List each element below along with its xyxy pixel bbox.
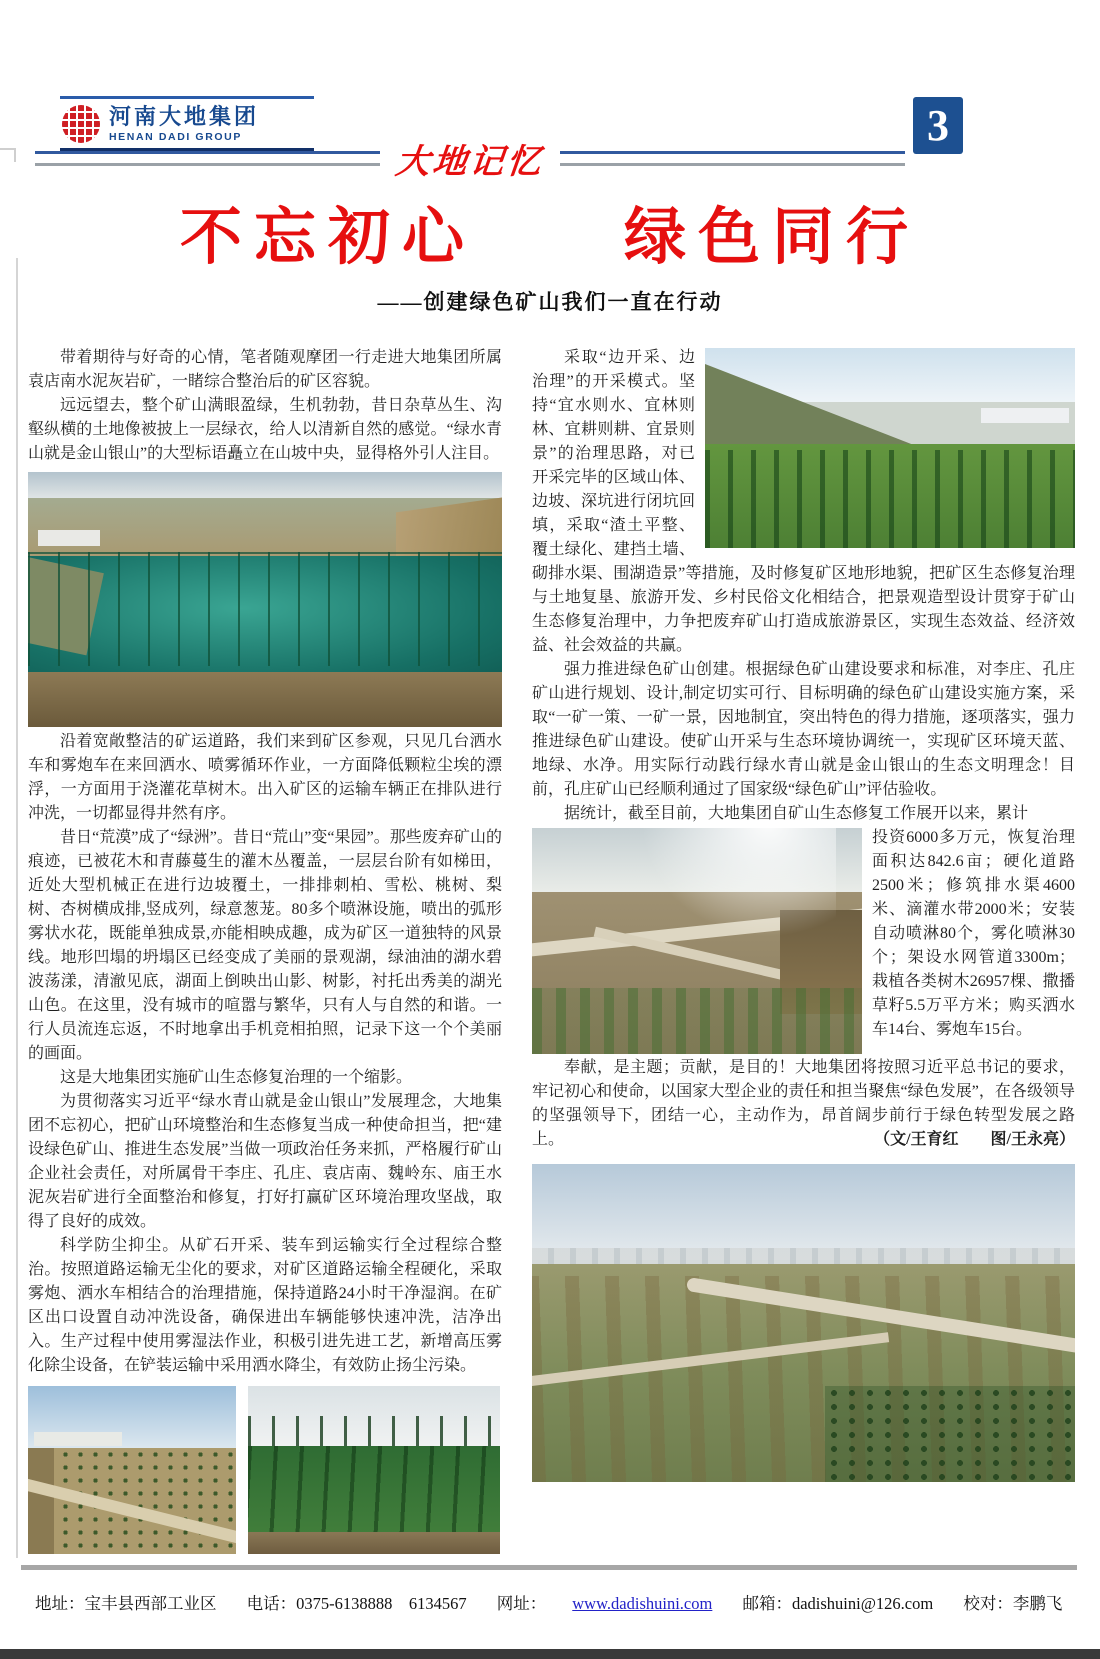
article-right-column xyxy=(532,346,1075,1482)
photo-mine-area-panorama xyxy=(532,1164,1075,1482)
footer-proofreader: 校对：李鹏飞 xyxy=(963,1594,1063,1613)
article-subheadline: ——创建绿色矿山我们一直在行动 xyxy=(377,290,723,314)
paragraph: 据统计，截至目前，大地集团自矿山生态修复工作展开以来，累计 xyxy=(564,805,1029,822)
paragraph: 沿着宽敞整洁的矿运道路，我们来到矿区参观，只见几台洒水车和雾炮车在来回洒水、喷雾循环作业，一方面降低颗粒尘埃的漂浮，一方面用于浇灌花草树木。出入矿区的运输车辆正在排队进行冲洗，一切都显得井然有序。 xyxy=(28,733,502,822)
article-left-column xyxy=(28,346,502,1554)
photo-layer-tree-rows xyxy=(705,450,1075,548)
photo-layer-building xyxy=(981,408,1069,423)
photo-layer-slope-texture xyxy=(248,1446,500,1534)
photo-layer-fence xyxy=(28,552,502,666)
photo-layer-sun-glare xyxy=(624,828,835,952)
photo-green-slope-poplars xyxy=(248,1386,500,1554)
website-link[interactable]: www.dadishuini.com xyxy=(572,1594,713,1613)
photo-quarry-lake xyxy=(28,472,502,727)
photo-layer-shrubs xyxy=(825,1386,1075,1482)
paragraph: 这是大地集团实施矿山生态修复治理的一个缩影。 xyxy=(60,1069,413,1086)
photo-layer-tree-field xyxy=(28,1448,236,1554)
photo-layer-distant-city xyxy=(532,1248,1075,1264)
footer-email: 邮箱：dadishuini@126.com xyxy=(742,1594,934,1613)
photo-layer-sky xyxy=(28,472,502,498)
page-edge-notch xyxy=(0,148,16,162)
page-bottom-bar xyxy=(0,1649,1100,1659)
photo-layer-building xyxy=(34,1432,122,1446)
paragraph: 远远望去，整个矿山满眼盈绿，生机勃勃，昔日杂草丛生、沟壑纵横的土地像被披上一层绿衣，给人以清新自然的感觉。“绿水青山就是金山银山”的大型标语矗立在山坡中央，显得格外引人注目。 xyxy=(28,397,502,462)
photo-layer-building xyxy=(38,530,100,546)
footer-address: 地址：宝丰县西部工业区 xyxy=(35,1594,217,1613)
photo-quarry-panorama xyxy=(532,828,862,1054)
photo-hillside-tree-rows xyxy=(705,348,1075,548)
paragraph-with-byline xyxy=(532,1056,1075,1152)
paragraph: 科学防尘抑尘。从矿石开采、装车到运输实行全过程综合整治。按照道路运输无尘化的要求，对矿区道路运输全程硬化，采取雾炮、洒水车相结合的治理措施，保持道路24小时干净湿润。在矿区出口设置自动冲洗设备，确保进出车辆能够快速冲洗，洁净出入。生产过程中使用雾湿法作业，积极引进先进工艺，新增高压雾化除尘设备，在铲装运输中采用洒水降尘，有效防止扬尘污染。 xyxy=(28,1237,502,1374)
photo-layer-sky xyxy=(532,1164,1075,1260)
paragraph: 为贯彻落实习近平“绿水青山就是金山银山”发展理念，大地集团不忘初心，把矿山环境整治和生态修复当成一种使命担当，把“建设绿色矿山、推进生态发展”当做一项政治任务来抓，严格履行矿山企业社会责任，对所属骨干李庄、孔庄、袁店南、魏岭东、庙王水泥灰岩矿进行全面整治和修复，打好打赢矿区环境治理攻坚战，取得了良好的成效。 xyxy=(28,1093,502,1230)
footer-website-label: 网址： xyxy=(496,1594,547,1613)
section-divider xyxy=(35,134,905,183)
logo-name-en: HENAN DADI GROUP xyxy=(109,131,242,143)
logo-name-cn: 河南大地集团 xyxy=(109,104,260,129)
footer-phone: 电话：0375-6138888 6134567 xyxy=(246,1594,467,1613)
photo-layer-slope xyxy=(28,1448,54,1554)
photo-row-bottom-left xyxy=(28,1386,502,1554)
section-title: 大地记忆 xyxy=(393,143,546,181)
paragraph: 投资6000多万元，恢复治理面积达842.6亩；硬化道路2500米；修筑排水渠4600米、滴灌水带2000米；安装自动喷淋80个，雾化喷淋30个；架设水网管道3300m；栽植各类树木26957棵、撒播草籽5.5万平方米；购买洒水车14台、雾炮车15台。 xyxy=(872,829,1075,1038)
logo-top-rule xyxy=(60,96,314,99)
page-number-badge: 3 xyxy=(913,97,963,154)
photo-terraced-planting xyxy=(28,1386,236,1554)
footer-divider-bar xyxy=(21,1565,1077,1570)
photo-layer-shore xyxy=(28,672,502,727)
page-edge-line xyxy=(16,258,18,1558)
article-headline: 不忘初心 绿色同行 xyxy=(179,204,920,272)
photo-layer-poplar-row xyxy=(248,1416,500,1450)
photo-layer-rubble xyxy=(248,1532,500,1554)
byline: （文/王育红 图/王永亮） xyxy=(874,1131,1075,1148)
paragraph: 强力推进绿色矿山创建。根据绿色矿山建设要求和标准，对李庄、孔庄矿山进行规划、设计,制定切实可行、目标明确的绿色矿山建设实施方案，采取“一矿一策、一矿一景，因地制宜，突出特色的得力措施，逐项落实，强力推进绿色矿山建设。使矿山开采与生态环境协调统一，实现矿区环境天蓝、地绿、水净。用实际行动践行绿水青山就是金山银山的生态文明理念！目前，孔庄矿山已经顺利通过了国家级“绿色矿山”评估验收。 xyxy=(532,661,1075,798)
photo-layer-planting xyxy=(532,988,862,1054)
paragraph-with-photo xyxy=(532,826,1075,1056)
divider-line-left xyxy=(35,151,380,166)
paragraph-with-photo xyxy=(532,346,1075,658)
divider-line-right xyxy=(560,151,905,166)
paragraph: 采取“边开采、边治理”的开采模式。坚持“宜水则水、宜林则林、宜耕则耕、宜景则景”的治理思路，对已开采完毕的区域山体、边坡、深坑进行闭坑回填，采取“渣土平整、覆土绿化、建挡土墙、砌排水渠、围湖造景”等措施，及时修复矿区地形地貌，把矿区生态修复治理与土地复垦、旅游开发、乡村民俗文化相结合，把景观造型设计贯穿于矿山生态修复治理中，力争把废弃矿山打造成旅游景区，实现生态效益、经济效益、社会效益的共赢。 xyxy=(532,349,1075,654)
footer xyxy=(35,1590,1075,1614)
paragraph: 带着期待与好奇的心情，笔者随观摩团一行走进大地集团所属袁店南水泥灰岩矿，一睹综合整治后的矿区容貌。 xyxy=(28,349,502,390)
paragraph: 昔日“荒漠”成了“绿洲”。昔日“荒山”变“果园”。那些废弃矿山的痕迹，已被花木和青藤蔓生的灌木丛覆盖，一层层台阶有如梯田，近处大型机械正在进行边坡覆土，一排排刺柏、雪松、桃树、梨树、杏树横成排,竖成列，绿意葱茏。80多个喷淋设施，喷出的弧形雾状水花，既能单独成景,亦能相映成趣，成为矿区一道独特的风景线。地形凹塌的坍塌区已经变成了美丽的景观湖，绿油油的湖水碧波荡漾，清澈见底，湖面上倒映出山影、树影，衬托出秀美的湖光山色。在这里，没有城市的喧嚣与繁华，只有人与自然的和谐。一行人员流连忘返，不时地拿出手机竞相拍照，记录下这一个个美丽的画面。 xyxy=(28,829,502,1062)
paragraph-text: 奉献，是主题；贡献，是目的！大地集团将按照习近平总书记的要求，牢记初心和使命，以国家大型企业的责任和担当聚焦“绿色发展”，在各级领导的坚强领导下，团结一心，主动作为，昂首阔步前行于绿色转型发展之路上。 xyxy=(532,1059,1075,1148)
footer-website xyxy=(497,1594,713,1613)
